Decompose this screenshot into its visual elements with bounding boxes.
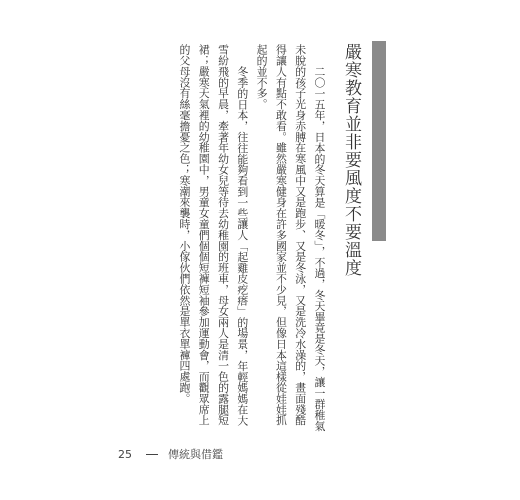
page-number: 25 [118, 447, 132, 461]
title-decoration-bar [372, 41, 386, 241]
paragraph-2: 冬季的日本，往往能夠看到一些讓人「起雞皮疙瘩」的場景，年輕媽媽在大雪紛飛的早晨，牽著年幼女兒等待去幼稚園的班車，母女兩人是清一色的露腿短裙；嚴寒天氣裡的幼稚園中，男童女童們個個短褲短袖參加運動會，而觀眾席上的父母沒有絲毫擔憂之色；寒潮來襲時，小傢伙們依然是單衣單褲四處跑。 [177, 44, 249, 426]
body-text [97, 44, 329, 434]
chapter-title: 嚴寒教育並非要風度不要溫度 [341, 43, 361, 277]
page-footer [118, 446, 223, 462]
paragraph-1: 二〇一五年，日本的冬天算是「暖冬」，不過，冬天畢竟是冬天，讓一群稚氣未脫的孩子光身赤膊在寒風中又是跑步、又是冬泳，又是洗冷水澡的，畫面殘酷得讓人有點不敢看。雖然嚴寒健身在許多國家並不少見，但像日本這樣從娃娃抓起的並不多。 [255, 44, 326, 431]
book-section-title: 傳統與借鑑 [168, 448, 223, 461]
footer-dash [146, 454, 158, 455]
